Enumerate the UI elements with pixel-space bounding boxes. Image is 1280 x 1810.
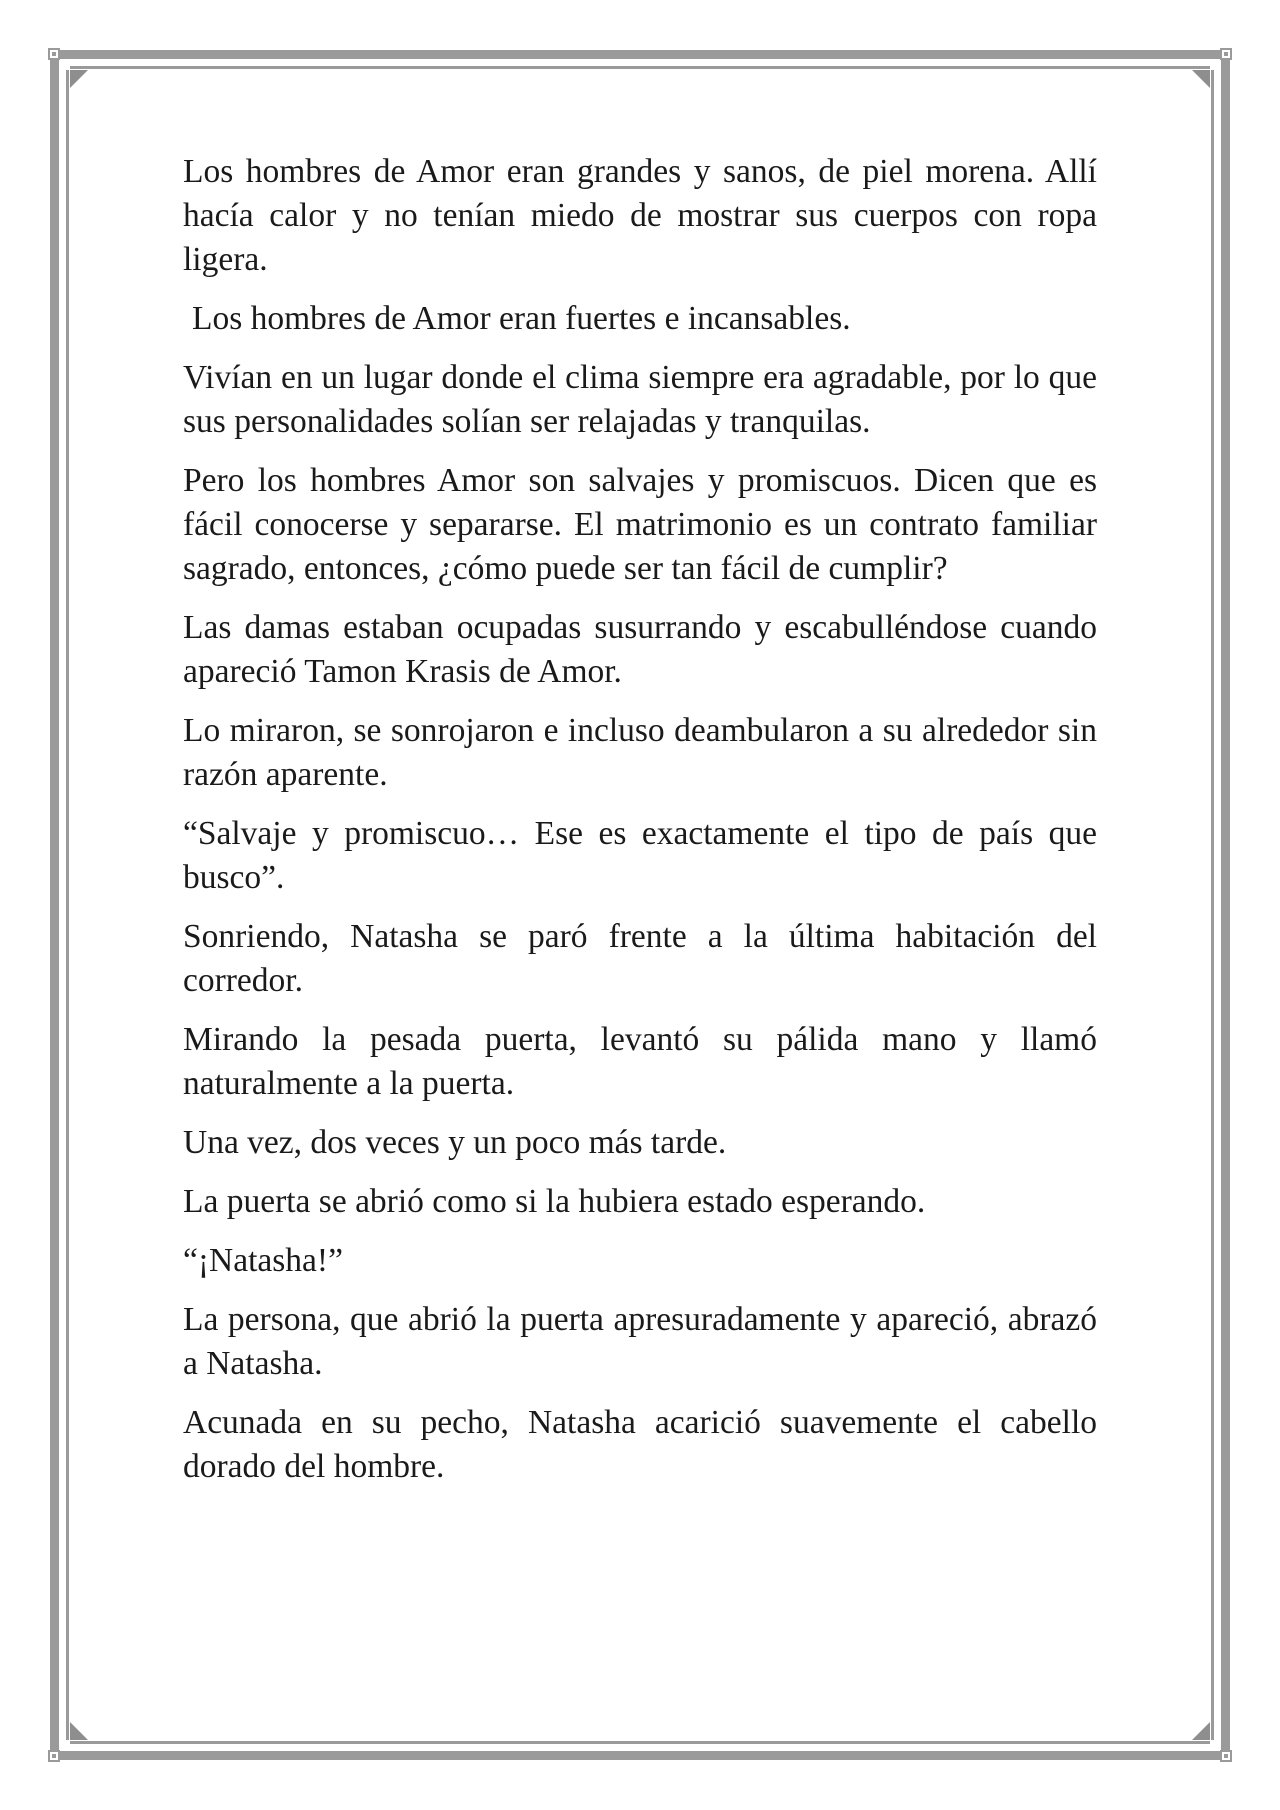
- paragraph: Vivían en un lugar donde el clima siempre era agradable, por lo que sus personalidades solían ser relajadas y tranquilas.: [183, 359, 1097, 440]
- page-body: [183, 150, 1097, 1504]
- paragraph: Una vez, dos veces y un poco más tarde.: [183, 1124, 727, 1161]
- paragraph: Las damas estaban ocupadas susurrando y escabulléndose cuando apareció Tamon Krasis de Amor.: [183, 609, 1097, 690]
- frame-border-left: [50, 54, 59, 1756]
- paragraph: Pero los hombres Amor son salvajes y promiscuos. Dicen que es fácil conocerse y separarse. El matrimonio es un contrato familiar sagrado, entonces, ¿cómo puede ser tan fácil de cumplir?: [183, 462, 1097, 587]
- frame-inner-line-left: [66, 70, 69, 1740]
- frame-border-right: [1221, 54, 1230, 1756]
- frame-corner-ornament-top-right: [1220, 48, 1232, 60]
- frame-corner-ornament-bottom-right: [1220, 1750, 1232, 1762]
- frame-inner-line-top: [70, 66, 1210, 69]
- paragraph: Lo miraron, se sonrojaron e incluso deambularon a su alrededor sin razón aparente.: [183, 712, 1097, 793]
- frame-corner-ornament-top-left: [48, 48, 60, 60]
- paragraph: Los hombres de Amor eran fuertes e incansables.: [192, 300, 851, 337]
- paragraph: Los hombres de Amor eran grandes y sanos, de piel morena. Allí hacía calor y no tenían miedo de mostrar sus cuerpos con ropa ligera.: [183, 153, 1097, 278]
- paragraph: La puerta se abrió como si la hubiera estado esperando.: [183, 1183, 926, 1220]
- paragraph: La persona, que abrió la puerta apresuradamente y apareció, abrazó a Natasha.: [183, 1301, 1097, 1382]
- frame-corner-ornament-bottom-left: [48, 1750, 60, 1762]
- paragraph: Mirando la pesada puerta, levantó su pálida mano y llamó naturalmente a la puerta.: [183, 1021, 1097, 1102]
- frame-border-bottom: [54, 1751, 1226, 1760]
- paragraph: “Salvaje y promiscuo… Ese es exactamente el tipo de país que busco”.: [183, 815, 1097, 896]
- frame-inner-line-bottom: [70, 1741, 1210, 1744]
- frame-corner-triangle-top-right: [1192, 70, 1210, 88]
- frame-corner-triangle-bottom-right: [1192, 1722, 1210, 1740]
- frame-border-top: [54, 50, 1226, 59]
- frame-corner-triangle-bottom-left: [70, 1722, 88, 1740]
- paragraph: Acunada en su pecho, Natasha acarició suavemente el cabello dorado del hombre.: [183, 1404, 1097, 1485]
- frame-inner-line-right: [1211, 70, 1214, 1740]
- paragraph: Sonriendo, Natasha se paró frente a la última habitación del corredor.: [183, 918, 1097, 999]
- paragraph: “¡Natasha!”: [183, 1242, 343, 1279]
- frame-corner-triangle-top-left: [70, 70, 88, 88]
